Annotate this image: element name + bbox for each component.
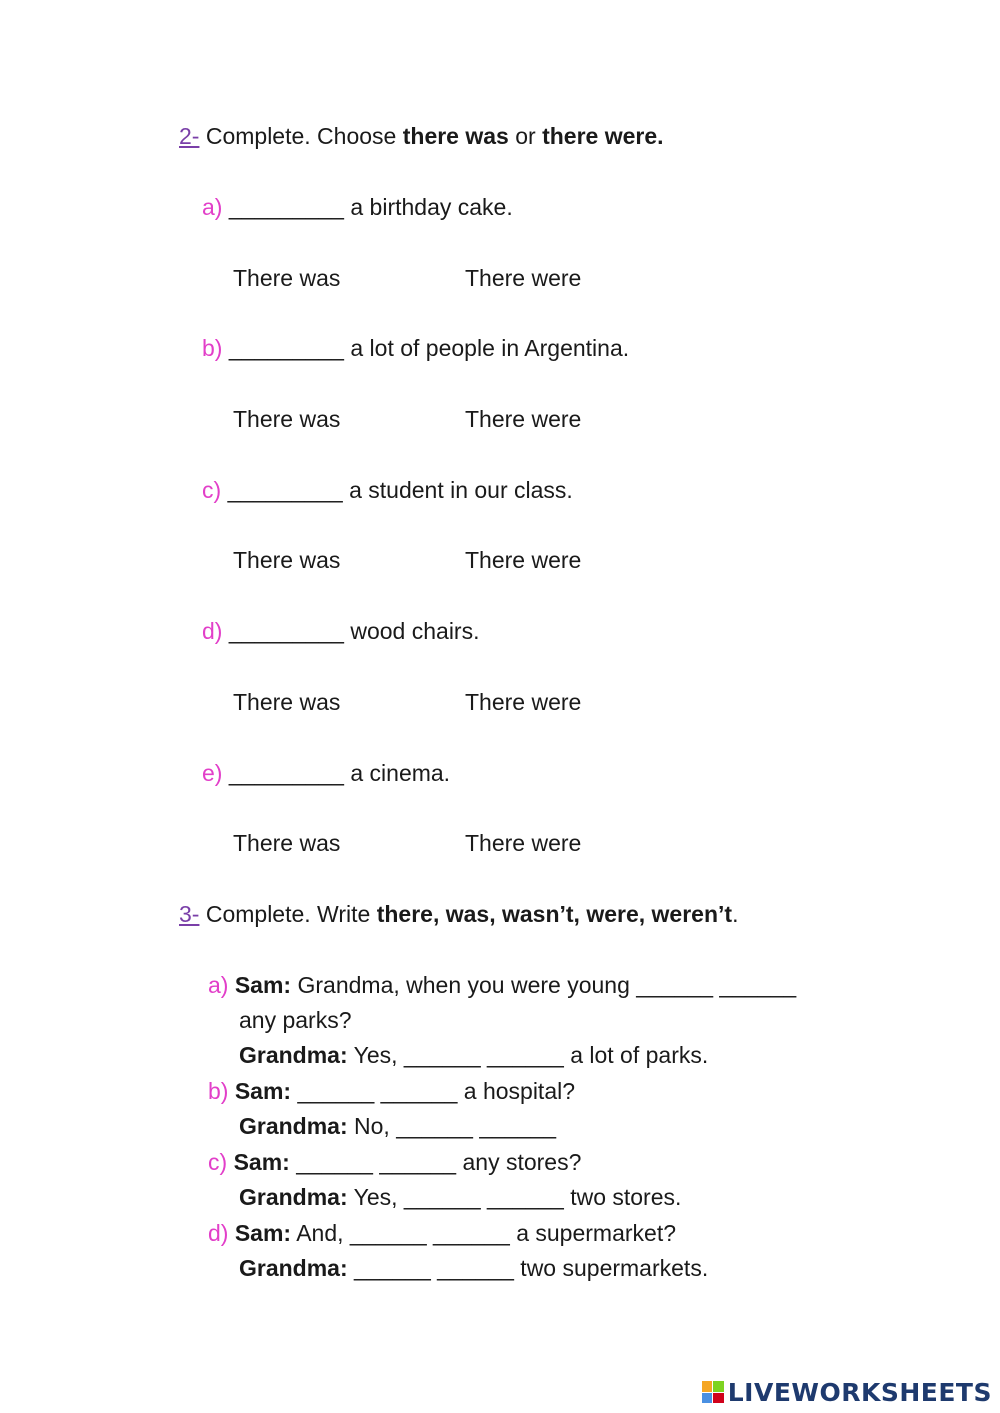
option-there-were[interactable]: There were xyxy=(465,830,582,856)
dialogue-text[interactable]: ______ ______ a hospital? xyxy=(291,1078,576,1104)
item-letter: a) xyxy=(202,194,223,220)
exercise-2-keyword-2: there were. xyxy=(542,123,664,149)
option-there-was[interactable]: There was xyxy=(233,689,341,715)
exercise-2-item-b xyxy=(202,333,629,363)
item-letter: c) xyxy=(202,477,222,503)
option-there-were[interactable]: There were xyxy=(465,689,582,715)
exercise-3-number: 3- xyxy=(179,901,200,927)
dialogue-text[interactable]: And, ______ ______ a supermarket? xyxy=(291,1220,676,1246)
speaker-sam: Sam: xyxy=(234,1220,292,1246)
speaker-grandma: Grandma: xyxy=(239,1255,348,1281)
dialogue-letter: c) xyxy=(208,1149,228,1175)
item-text: a cinema. xyxy=(343,760,451,786)
option-there-was[interactable]: There was xyxy=(233,265,341,291)
item-letter: e) xyxy=(202,760,223,786)
speaker-sam: Sam: xyxy=(233,1149,290,1175)
dialogue-letter: d) xyxy=(208,1220,229,1246)
answer-blank[interactable]: _________ xyxy=(228,618,344,644)
exercise-2-instruction: Complete. Choose xyxy=(199,123,403,149)
speaker-sam: Sam: xyxy=(234,972,292,998)
option-there-was[interactable]: There was xyxy=(233,406,341,432)
item-text: a birthday cake. xyxy=(343,194,513,220)
exercise-3-instruction: Complete. Write xyxy=(199,901,377,927)
exercise-2-item-e xyxy=(202,758,450,788)
speaker-grandma: Grandma: xyxy=(239,1042,348,1068)
speaker-grandma: Grandma: xyxy=(239,1184,348,1210)
dialogue-b-grandma xyxy=(239,1111,556,1141)
exercise-2-item-a xyxy=(202,192,513,222)
option-there-were[interactable]: There were xyxy=(465,265,582,291)
dialogue-text[interactable]: No, ______ ______ xyxy=(347,1113,557,1139)
exercise-3-instruction-end: . xyxy=(732,901,739,927)
option-there-was[interactable]: There was xyxy=(233,547,341,573)
exercise-2-connector: or xyxy=(508,123,543,149)
dialogue-a-sam xyxy=(208,970,796,1000)
exercise-2-keyword-1: there was xyxy=(402,123,509,149)
dialogue-letter: b) xyxy=(208,1078,229,1104)
item-text: wood chairs. xyxy=(343,618,480,644)
dialogue-a-grandma xyxy=(239,1040,708,1070)
dialogue-text[interactable]: Yes, ______ ______ a lot of parks. xyxy=(347,1042,709,1068)
liveworksheets-logo xyxy=(702,1377,992,1407)
dialogue-text[interactable]: Yes, ______ ______ two stores. xyxy=(347,1184,682,1210)
dialogue-d-sam xyxy=(208,1218,676,1248)
exercise-3-heading xyxy=(179,899,738,929)
dialogue-d-grandma xyxy=(239,1253,708,1283)
speaker-grandma: Grandma: xyxy=(239,1113,348,1139)
answer-blank[interactable]: _________ xyxy=(227,477,343,503)
option-there-was[interactable]: There was xyxy=(233,830,341,856)
exercise-2-number: 2- xyxy=(179,123,200,149)
exercise-2-item-d xyxy=(202,616,479,646)
dialogue-text[interactable]: ______ ______ any stores? xyxy=(289,1149,582,1175)
dialogue-c-grandma xyxy=(239,1182,681,1212)
item-text: a lot of people in Argentina. xyxy=(343,335,630,361)
dialogue-text[interactable]: Grandma, when you were young ______ ______ xyxy=(291,972,797,998)
speaker-sam: Sam: xyxy=(234,1078,292,1104)
exercise-3-keywords: there, was, wasn’t, were, weren’t xyxy=(376,901,733,927)
dialogue-c-sam xyxy=(208,1147,581,1177)
liveworksheets-icon xyxy=(702,1381,724,1403)
item-text: a student in our class. xyxy=(342,477,573,503)
answer-blank[interactable]: _________ xyxy=(228,335,344,361)
dialogue-a-continuation: any parks? xyxy=(239,1007,352,1033)
option-there-were[interactable]: There were xyxy=(465,547,582,573)
dialogue-b-sam xyxy=(208,1076,575,1106)
item-letter: b) xyxy=(202,335,223,361)
logo-text: LIVEWORKSHEETS xyxy=(727,1377,992,1407)
answer-blank[interactable]: _________ xyxy=(228,194,344,220)
dialogue-letter: a) xyxy=(208,972,229,998)
option-there-were[interactable]: There were xyxy=(465,406,582,432)
item-letter: d) xyxy=(202,618,223,644)
exercise-2-heading xyxy=(179,121,664,151)
answer-blank[interactable]: _________ xyxy=(228,760,344,786)
exercise-2-item-c xyxy=(202,475,573,505)
dialogue-text[interactable]: ______ ______ two supermarkets. xyxy=(347,1255,709,1281)
